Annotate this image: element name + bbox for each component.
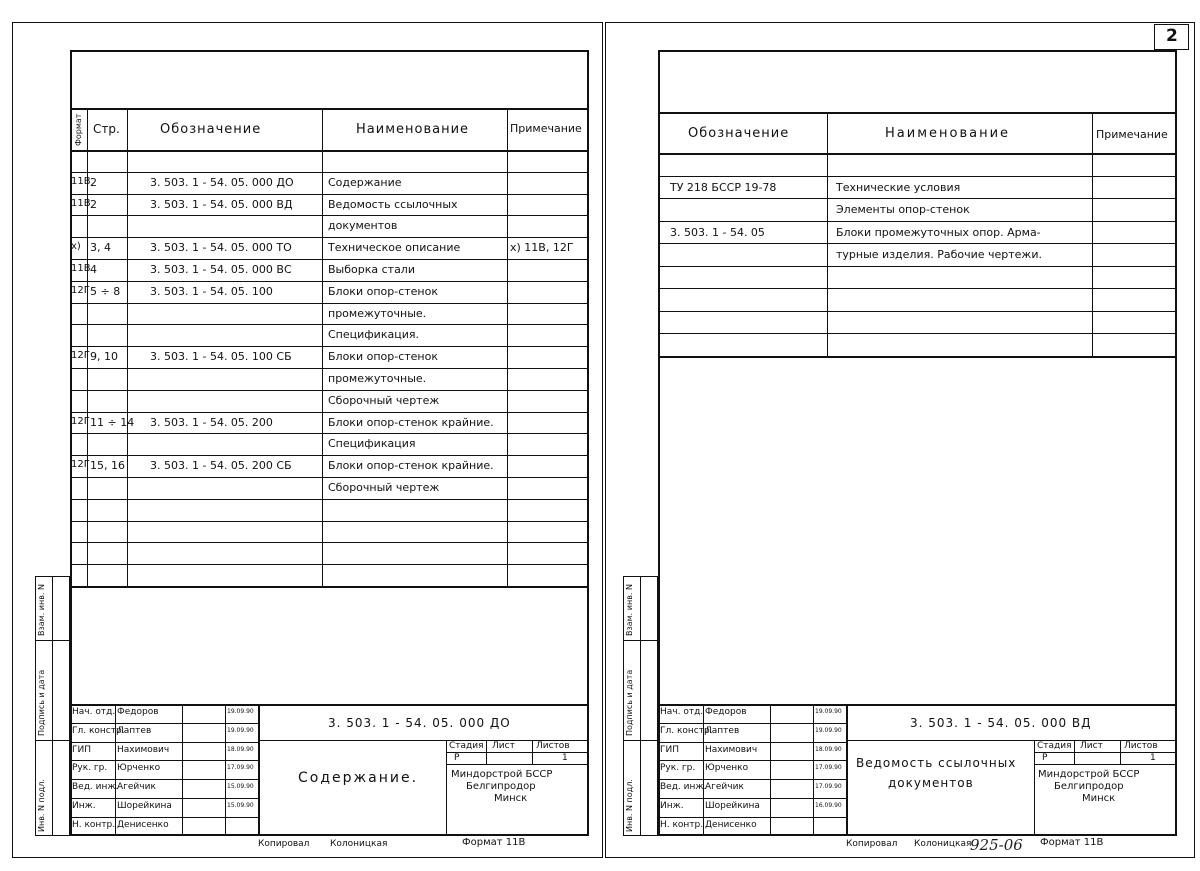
left-row-line xyxy=(70,477,589,478)
left-row-name: документов xyxy=(328,219,398,232)
left-sign-role: ГИП xyxy=(72,745,91,755)
left-sign-name: Лаптев xyxy=(117,726,152,736)
left-row-format: 12Г xyxy=(71,416,90,427)
right-row-name: турные изделия. Рабочие чертежи. xyxy=(836,248,1042,261)
right-sign-date: 18.09.90 xyxy=(815,746,842,753)
right-row-line xyxy=(658,311,1177,312)
right-sign-row-line xyxy=(658,723,846,724)
left-copied-label: Копировал xyxy=(258,839,310,849)
left-row-line xyxy=(70,172,589,173)
left-header-designation: Обозначение xyxy=(160,122,262,137)
right-sign-role: Н. контр. xyxy=(660,820,704,830)
left-row-line xyxy=(70,368,589,369)
right-header-designation: Обозначение xyxy=(688,126,790,141)
left-row-page: 9, 10 xyxy=(90,350,118,363)
left-sign-date: 19.09.90 xyxy=(227,708,254,715)
left-doc-title: Содержание. xyxy=(298,770,419,786)
right-sign-name: Денисенко xyxy=(705,820,757,830)
right-org-2: Белгипродор xyxy=(1054,781,1124,792)
right-doc-title-2: документов xyxy=(888,776,974,790)
right-row-name: Элементы опор-стенок xyxy=(836,203,970,216)
left-row-page: 11 ÷ 14 xyxy=(90,416,135,429)
right-sheets: 1 xyxy=(1150,753,1156,763)
right-sign-name: Лаптев xyxy=(705,726,740,736)
left-row-format: 12Г xyxy=(71,459,90,470)
left-stage: Р xyxy=(454,753,460,763)
left-sign-date: 19.09.90 xyxy=(227,727,254,734)
left-sign-name: Федоров xyxy=(117,707,159,717)
left-sign-name: Агейчик xyxy=(117,782,156,792)
right-copied-by: Колоницкая xyxy=(914,839,972,849)
right-side-label-2: Подпись и дата xyxy=(625,669,634,736)
left-row-name: Блоки опор-стенок xyxy=(328,285,438,298)
right-row-line xyxy=(658,266,1177,267)
right-row-line xyxy=(658,288,1177,289)
left-header-page: Стр. xyxy=(93,122,120,136)
left-row-line xyxy=(70,433,589,434)
left-row-name: Блоки опор-стенок крайние. xyxy=(328,459,494,472)
left-row-note: x) 11В, 12Г xyxy=(510,241,574,254)
left-row-line xyxy=(70,346,589,347)
left-format: Формат 11В xyxy=(462,837,526,848)
left-row-page: 5 ÷ 8 xyxy=(90,285,121,298)
left-sign-name: Шорейкина xyxy=(117,801,172,811)
left-row-name: Ведомость ссылочных xyxy=(328,198,458,211)
right-sign-date: 17.09.90 xyxy=(815,783,842,790)
left-row-line xyxy=(70,390,589,391)
left-row-line xyxy=(70,586,589,587)
left-header-name: Наименование xyxy=(356,122,470,137)
right-sign-name: Нахимович xyxy=(705,745,758,755)
left-row-name: Содержание xyxy=(328,176,402,189)
left-row-designation: 3. 503. 1 - 54. 05. 000 ТО xyxy=(150,241,292,254)
right-sign-row-line xyxy=(658,742,846,743)
right-row-line xyxy=(658,243,1177,244)
right-stage: Р xyxy=(1042,753,1048,763)
page-number: 2 xyxy=(1166,26,1178,46)
right-row-line xyxy=(658,198,1177,199)
left-row-line xyxy=(70,564,589,565)
left-header-format: Формат xyxy=(74,113,83,146)
left-org-3: Минск xyxy=(494,793,528,804)
left-row-name: Спецификация. xyxy=(328,328,419,341)
left-org-1: Миндорстрой БССР xyxy=(451,769,553,780)
left-row-format: 11В xyxy=(71,176,91,187)
right-sign-date: 16.09.90 xyxy=(815,802,842,809)
right-sign-role: Гл. констр. xyxy=(660,726,713,736)
left-row-line xyxy=(70,521,589,522)
left-side-label-1: Взам. инв. N xyxy=(37,584,46,636)
right-doc-code: 3. 503. 1 - 54. 05. 000 ВД xyxy=(910,716,1092,730)
right-row-name: Технические условия xyxy=(836,181,961,194)
right-copied-label: Копировал xyxy=(846,839,898,849)
left-sign-role: Инж. xyxy=(72,801,96,811)
left-row-line xyxy=(70,499,589,500)
left-sign-date: 15.09.90 xyxy=(227,783,254,790)
left-sheet-label: Лист xyxy=(492,741,515,751)
left-row-name: Сборочный чертеж xyxy=(328,394,440,407)
left-sign-role: Н. контр. xyxy=(72,820,116,830)
right-stage-label: Стадия xyxy=(1037,741,1072,751)
left-row-page: 15, 16 xyxy=(90,459,125,472)
left-sign-row-line xyxy=(70,779,258,780)
left-sign-row-line xyxy=(70,760,258,761)
right-org-1: Миндорстрой БССР xyxy=(1038,769,1140,780)
left-org-2: Белгипродор xyxy=(466,781,536,792)
right-header-name: Наименование xyxy=(885,126,1011,141)
right-row-designation: 3. 503. 1 - 54. 05 xyxy=(670,226,765,239)
right-sign-row-line xyxy=(658,817,846,818)
left-row-name: Блоки опор-стенок крайние. xyxy=(328,416,494,429)
left-header-note: Примечание xyxy=(510,122,582,135)
left-sign-role: Вед. инж. xyxy=(72,782,119,792)
right-sign-role: Инж. xyxy=(660,801,684,811)
right-sign-row-line xyxy=(658,779,846,780)
left-row-name: Техническое описание xyxy=(328,241,461,254)
left-row-page: 3, 4 xyxy=(90,241,111,254)
right-sheet-label: Лист xyxy=(1080,741,1103,751)
right-sign-row-line xyxy=(658,798,846,799)
left-row-line xyxy=(70,194,589,195)
left-row-name: Выборка стали xyxy=(328,263,415,276)
right-row-line xyxy=(658,356,1177,357)
left-stage-label: Стадия xyxy=(449,741,484,751)
right-side-label-3: Инв. N подл. xyxy=(625,779,634,832)
left-row-designation: 3. 503. 1 - 54. 05. 200 xyxy=(150,416,273,429)
left-row-line xyxy=(70,259,589,260)
left-side-label-3: Инв. N подл. xyxy=(37,779,46,832)
left-row-page: 2 xyxy=(90,176,97,189)
right-sign-name: Агейчик xyxy=(705,782,744,792)
right-sign-name: Федоров xyxy=(705,707,747,717)
left-sign-row-line xyxy=(70,742,258,743)
right-sign-role: ГИП xyxy=(660,745,679,755)
left-sign-row-line xyxy=(70,723,258,724)
left-row-format: 12Г xyxy=(71,350,90,361)
left-sign-role: Нач. отд. xyxy=(72,707,116,717)
left-sheets: 1 xyxy=(562,753,568,763)
left-row-line xyxy=(70,324,589,325)
right-sign-date: 19.09.90 xyxy=(815,727,842,734)
left-sign-row-line xyxy=(70,798,258,799)
right-sign-role: Нач. отд. xyxy=(660,707,704,717)
left-row-name: Блоки опор-стенок xyxy=(328,350,438,363)
left-row-name: промежуточные. xyxy=(328,372,427,385)
right-format: Формат 11В xyxy=(1040,837,1104,848)
left-sign-date: 15.09.90 xyxy=(227,802,254,809)
right-sign-name: Шорейкина xyxy=(705,801,760,811)
right-org-3: Минск xyxy=(1082,793,1116,804)
left-sign-date: 17.09.90 xyxy=(227,764,254,771)
right-row-line xyxy=(658,176,1177,177)
left-side-label-2: Подпись и дата xyxy=(37,669,46,736)
left-row-page: 4 xyxy=(90,263,97,276)
left-sheets-label: Листов xyxy=(536,741,570,751)
right-sheets-label: Листов xyxy=(1124,741,1158,751)
right-sign-role: Вед. инж. xyxy=(660,782,707,792)
left-row-page: 2 xyxy=(90,198,97,211)
left-row-line xyxy=(70,215,589,216)
right-sign-date: 19.09.90 xyxy=(815,708,842,715)
left-copied-by: Колоницкая xyxy=(330,839,388,849)
left-sign-name: Нахимович xyxy=(117,745,170,755)
left-sign-name: Юрченко xyxy=(117,763,161,773)
right-sign-row-line xyxy=(658,760,846,761)
left-sign-name: Денисенко xyxy=(117,820,169,830)
left-row-line xyxy=(70,412,589,413)
left-row-name: промежуточные. xyxy=(328,307,427,320)
left-row-name: Сборочный чертеж xyxy=(328,481,440,494)
right-side-label-1: Взам. инв. N xyxy=(625,584,634,636)
left-row-line xyxy=(70,542,589,543)
left-row-format: x) xyxy=(71,241,81,252)
left-row-designation: 3. 503. 1 - 54. 05. 100 СБ xyxy=(150,350,292,363)
right-sign-name: Юрченко xyxy=(705,763,749,773)
left-row-format: 11В xyxy=(71,198,91,209)
left-row-designation: 3. 503. 1 - 54. 05. 200 СБ xyxy=(150,459,292,472)
right-row-designation: ТУ 218 БССР 19-78 xyxy=(670,181,777,194)
left-sign-row-line xyxy=(70,817,258,818)
left-row-designation: 3. 503. 1 - 54. 05. 000 ВС xyxy=(150,263,292,276)
right-sign-role: Рук. гр. xyxy=(660,763,696,773)
left-sign-date: 18.09.90 xyxy=(227,746,254,753)
left-row-format: 12Г xyxy=(71,285,90,296)
right-row-line xyxy=(658,221,1177,222)
left-row-designation: 3. 503. 1 - 54. 05. 000 ВД xyxy=(150,198,293,211)
left-row-designation: 3. 503. 1 - 54. 05. 100 xyxy=(150,285,273,298)
left-row-designation: 3. 503. 1 - 54. 05. 000 ДО xyxy=(150,176,294,189)
left-row-line xyxy=(70,303,589,304)
right-doc-title-1: Ведомость ссылочных xyxy=(856,756,1017,770)
left-doc-code: 3. 503. 1 - 54. 05. 000 ДО xyxy=(328,716,511,730)
right-sign-date: 17.09.90 xyxy=(815,764,842,771)
right-header-note: Примечание xyxy=(1096,128,1168,141)
right-row-line xyxy=(658,333,1177,334)
left-sign-role: Гл. констр. xyxy=(72,726,125,736)
right-row-name: Блоки промежуточных опор. Арма- xyxy=(836,226,1041,239)
archive-number: 925-06 xyxy=(970,836,1023,854)
left-row-line xyxy=(70,455,589,456)
left-sign-role: Рук. гр. xyxy=(72,763,108,773)
left-row-line xyxy=(70,281,589,282)
left-row-format: 11В xyxy=(71,263,91,274)
left-row-name: Спецификация xyxy=(328,437,416,450)
left-row-line xyxy=(70,237,589,238)
